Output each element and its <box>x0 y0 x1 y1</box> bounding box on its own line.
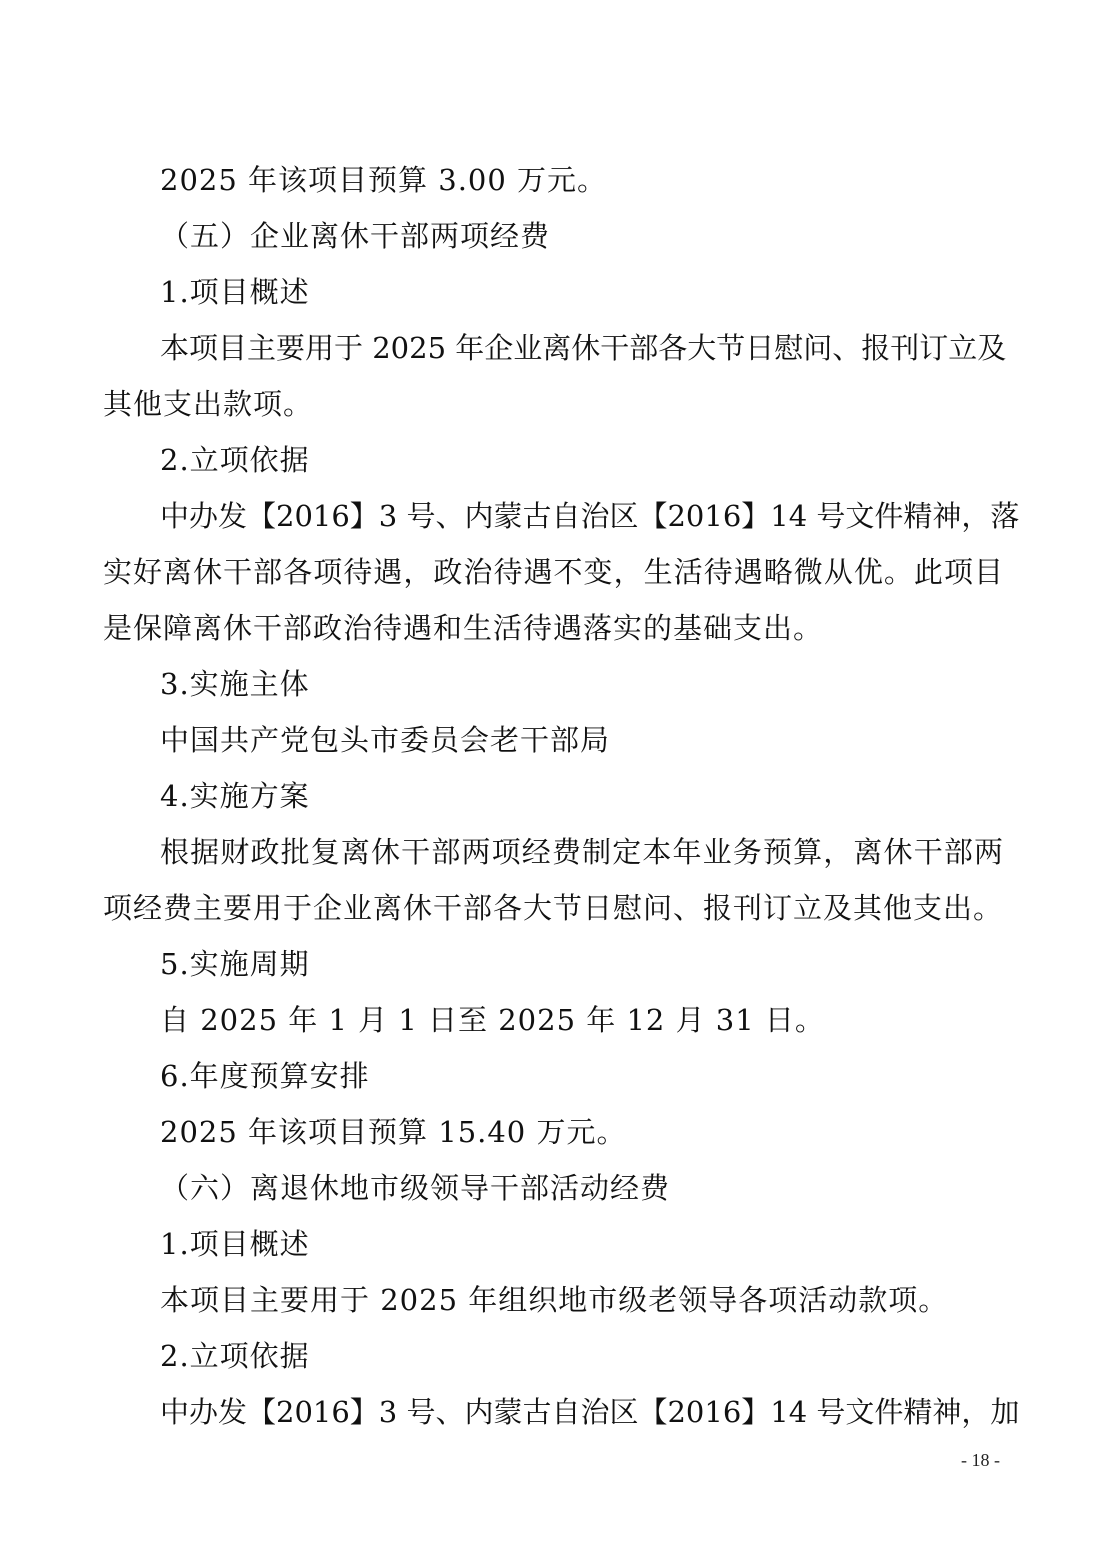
paragraph-line: 项经费主要用于企业离休干部各大节日慰问、报刊订立及其他支出。 <box>103 891 1004 925</box>
budget-line-item5-total: 2025 年该项目预算 15.40 万元。 <box>160 1115 627 1149</box>
paragraph-line: 是保障离休干部政治待遇和生活待遇落实的基础支出。 <box>103 611 824 645</box>
paragraph-line: 根据财政批复离休干部两项经费制定本年业务预算，离休干部两 <box>160 835 1003 869</box>
section-heading-5: （五）企业离休干部两项经费 <box>160 219 551 253</box>
implementer-name: 中国共产党包头市委员会老干部局 <box>160 723 611 757</box>
section-heading-6: （六）离退休地市级领导干部活动经费 <box>160 1171 671 1205</box>
subheading-budget: 6.年度预算安排 <box>160 1059 370 1093</box>
subheading-basis: 2.立项依据 <box>160 1339 310 1373</box>
subheading-overview: 1.项目概述 <box>160 1227 310 1261</box>
page-number: - 18 - <box>961 1450 1000 1470</box>
paragraph-line: 中办发【2016】3 号、内蒙古自治区【2016】14 号文件精神，落 <box>160 499 1020 533</box>
budget-line-item5: 2025 年该项目预算 3.00 万元。 <box>160 163 608 197</box>
subheading-basis: 2.立项依据 <box>160 443 310 477</box>
subheading-overview: 1.项目概述 <box>160 275 310 309</box>
paragraph-line: 中办发【2016】3 号、内蒙古自治区【2016】14 号文件精神，加 <box>160 1395 1020 1429</box>
period-text: 自 2025 年 1 月 1 日至 2025 年 12 月 31 日。 <box>160 1003 825 1037</box>
subheading-implementer: 3.实施主体 <box>160 667 310 701</box>
paragraph-line: 本项目主要用于 2025 年企业离休干部各大节日慰问、报刊订立及 <box>160 331 1007 365</box>
paragraph-line: 实好离休干部各项待遇，政治待遇不变，生活待遇略微从优。此项目 <box>103 555 1003 589</box>
paragraph-line: 本项目主要用于 2025 年组织地市级老领导各项活动款项。 <box>160 1283 949 1317</box>
subheading-plan: 4.实施方案 <box>160 779 310 813</box>
subheading-period: 5.实施周期 <box>160 947 310 981</box>
paragraph-line: 其他支出款项。 <box>103 387 314 421</box>
